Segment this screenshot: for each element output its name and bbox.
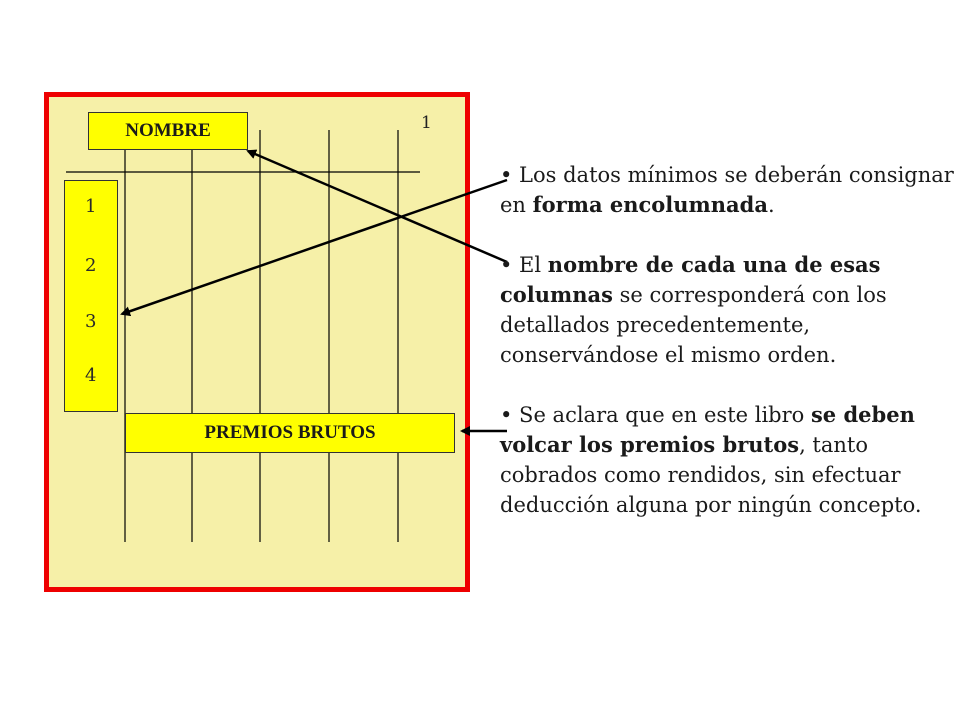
bullet-column-names — [500, 250, 955, 370]
arrow-to-row-numbers — [122, 180, 507, 314]
bullet-emphasis: se deben volcar los premios brutos — [500, 402, 915, 457]
bullet-text: se corresponderá con los detallados precedentemente, conservándose el mismo orden. — [500, 283, 887, 367]
row-number: 2 — [85, 255, 97, 276]
bullet-emphasis: nombre de cada una de esas columnas — [500, 252, 881, 307]
explanation-text — [500, 160, 955, 520]
bullet-gross-prizes — [500, 400, 955, 520]
nombre-label: NOMBRE — [88, 112, 248, 150]
bullet-text: • Se aclara que en este libro — [500, 403, 811, 427]
row-number: 4 — [85, 365, 97, 386]
bullet-text: • El — [500, 253, 548, 277]
premios-brutos-label: PREMIOS BRUTOS — [125, 413, 455, 453]
row-number: 1 — [85, 196, 97, 217]
row-number-column — [64, 180, 118, 412]
bullet-text: • Los datos mínimos se deberán consignar en — [500, 163, 954, 217]
bullet-text: , tanto cobrados como rendidos, sin efectuar deducción alguna por ningún concepto. — [500, 433, 922, 517]
arrow-to-nombre — [248, 151, 507, 262]
bullet-emphasis: forma encolumnada — [532, 192, 768, 217]
bullet-columnar-format — [500, 160, 955, 220]
page-number: 1 — [421, 113, 432, 133]
row-number: 3 — [85, 311, 97, 332]
bullet-text: . — [767, 193, 775, 217]
